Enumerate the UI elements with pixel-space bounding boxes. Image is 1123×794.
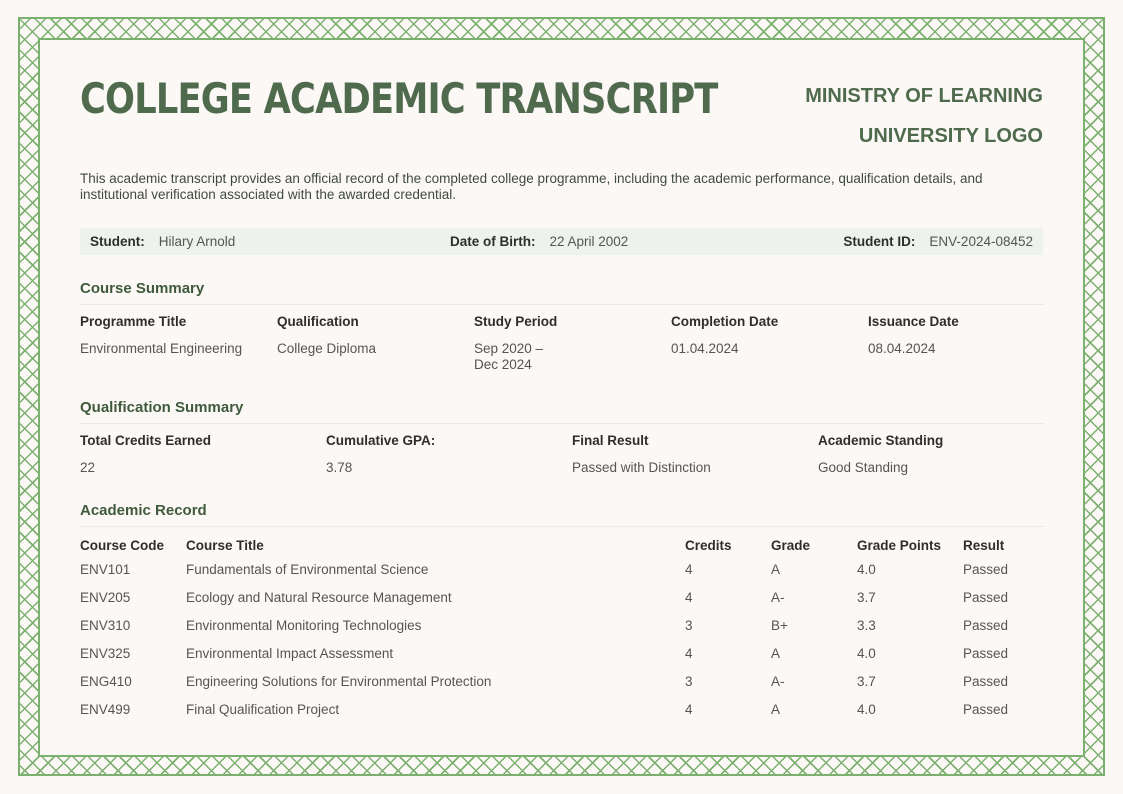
document-title: COLLEGE ACADEMIC TRANSCRIPT bbox=[80, 74, 718, 123]
grade-points: 4.0 bbox=[857, 645, 876, 661]
academic-standing-col bbox=[818, 433, 1038, 476]
col-label: Total Credits Earned bbox=[80, 433, 212, 448]
col-value: College Diploma bbox=[277, 341, 377, 356]
col-value: Good Standing bbox=[818, 460, 909, 475]
course-summary-grid bbox=[80, 314, 1044, 373]
dob-label: Date of Birth: bbox=[450, 234, 536, 249]
col-label: Final Result bbox=[572, 433, 649, 448]
col-label: Cumulative GPA: bbox=[326, 433, 436, 448]
course-title: Final Qualification Project bbox=[186, 701, 340, 717]
dob-group bbox=[450, 234, 842, 249]
grade: A bbox=[771, 645, 781, 661]
credits: 3 bbox=[685, 617, 693, 633]
course-title: Environmental Monitoring Technologies bbox=[186, 617, 422, 633]
ministry-name: MINISTRY OF LEARNING bbox=[805, 85, 1043, 107]
credits-col bbox=[80, 433, 326, 476]
col-label: Study Period bbox=[474, 314, 558, 329]
student-name-label: Student: bbox=[90, 234, 145, 249]
student-name: Hilary Arnold bbox=[158, 234, 236, 249]
result: Passed bbox=[963, 673, 1009, 689]
grade-points: 3.7 bbox=[857, 673, 876, 689]
dob-value: 22 April 2002 bbox=[549, 234, 629, 249]
grade: A bbox=[771, 561, 781, 577]
col-value: 01.04.2024 bbox=[671, 341, 739, 356]
final-result-col bbox=[572, 433, 818, 476]
study-period-col bbox=[474, 314, 671, 373]
grade-points: 4.0 bbox=[857, 561, 876, 577]
issuance-date-col bbox=[868, 314, 1044, 373]
credits: 3 bbox=[685, 673, 693, 689]
result: Passed bbox=[963, 645, 1009, 661]
credits: 4 bbox=[685, 589, 693, 605]
col-value: Environmental Engineering bbox=[80, 341, 243, 356]
table-row bbox=[80, 555, 1044, 583]
col-value: Passed with Distinction bbox=[572, 460, 711, 475]
credits: 4 bbox=[685, 561, 693, 577]
table-row bbox=[80, 639, 1044, 667]
result: Passed bbox=[963, 561, 1009, 577]
col-label: Programme Title bbox=[80, 314, 187, 329]
student-name-group bbox=[90, 234, 450, 249]
completion-date-col bbox=[671, 314, 868, 373]
table-row bbox=[80, 667, 1044, 695]
header-credits: Credits bbox=[685, 537, 732, 553]
course-title: Fundamentals of Environmental Science bbox=[186, 561, 429, 577]
table-row bbox=[80, 583, 1044, 611]
header-grade-points: Grade Points bbox=[857, 537, 942, 553]
course-title: Ecology and Natural Resource Management bbox=[186, 589, 452, 605]
col-value: 22 bbox=[80, 460, 96, 475]
course-code: ENV205 bbox=[80, 589, 131, 605]
qualification-col bbox=[277, 314, 474, 373]
academic-record-table bbox=[80, 535, 1044, 723]
student-id: ENV-2024-08452 bbox=[929, 234, 1033, 249]
student-id-label: Student ID: bbox=[843, 234, 916, 249]
header-grade: Grade bbox=[771, 537, 811, 553]
course-code: ENV101 bbox=[80, 561, 131, 577]
institution-block bbox=[805, 76, 1043, 156]
grade: A bbox=[771, 701, 781, 717]
course-code: ENV325 bbox=[80, 645, 131, 661]
programme-title-col bbox=[80, 314, 277, 373]
grade: A- bbox=[771, 589, 785, 605]
course-code: ENV310 bbox=[80, 617, 131, 633]
intro-paragraph: This academic transcript provides an official record of the completed college programme, including the academic performance, qualification details, and institutional verification associated with the awarded credential. bbox=[80, 171, 983, 202]
academic-record-heading: Academic Record bbox=[80, 502, 1044, 527]
student-info-bar bbox=[80, 228, 1043, 255]
header-course-code: Course Code bbox=[80, 537, 165, 553]
table-header-row bbox=[80, 535, 1044, 555]
header-course-title: Course Title bbox=[186, 537, 264, 553]
course-code: ENG410 bbox=[80, 673, 132, 689]
grade-points: 4.0 bbox=[857, 701, 876, 717]
header-result: Result bbox=[963, 537, 1005, 553]
result: Passed bbox=[963, 617, 1009, 633]
col-value: 08.04.2024 bbox=[868, 341, 936, 356]
student-id-group bbox=[842, 234, 1033, 249]
col-label: Issuance Date bbox=[868, 314, 959, 329]
table-row bbox=[80, 611, 1044, 639]
credits: 4 bbox=[685, 645, 693, 661]
result: Passed bbox=[963, 589, 1009, 605]
col-label: Academic Standing bbox=[818, 433, 944, 448]
col-value: 3.78 bbox=[326, 460, 353, 475]
col-value: Sep 2020 – Dec 2024 bbox=[474, 341, 544, 372]
grade: A- bbox=[771, 673, 785, 689]
grade: B+ bbox=[771, 617, 788, 633]
qualification-summary-grid bbox=[80, 433, 1038, 476]
grade-points: 3.7 bbox=[857, 589, 876, 605]
col-label: Completion Date bbox=[671, 314, 779, 329]
university-logo-placeholder: UNIVERSITY LOGO bbox=[858, 125, 1043, 147]
qualification-summary-heading: Qualification Summary bbox=[80, 399, 1044, 424]
grade-points: 3.3 bbox=[857, 617, 876, 633]
course-code: ENV499 bbox=[80, 701, 131, 717]
table-row bbox=[80, 695, 1044, 723]
course-summary-heading: Course Summary bbox=[80, 280, 1044, 305]
credits: 4 bbox=[685, 701, 693, 717]
col-label: Qualification bbox=[277, 314, 359, 329]
course-title: Engineering Solutions for Environmental Protection bbox=[186, 673, 492, 689]
course-title: Environmental Impact Assessment bbox=[186, 645, 394, 661]
result: Passed bbox=[963, 701, 1009, 717]
gpa-col bbox=[326, 433, 572, 476]
